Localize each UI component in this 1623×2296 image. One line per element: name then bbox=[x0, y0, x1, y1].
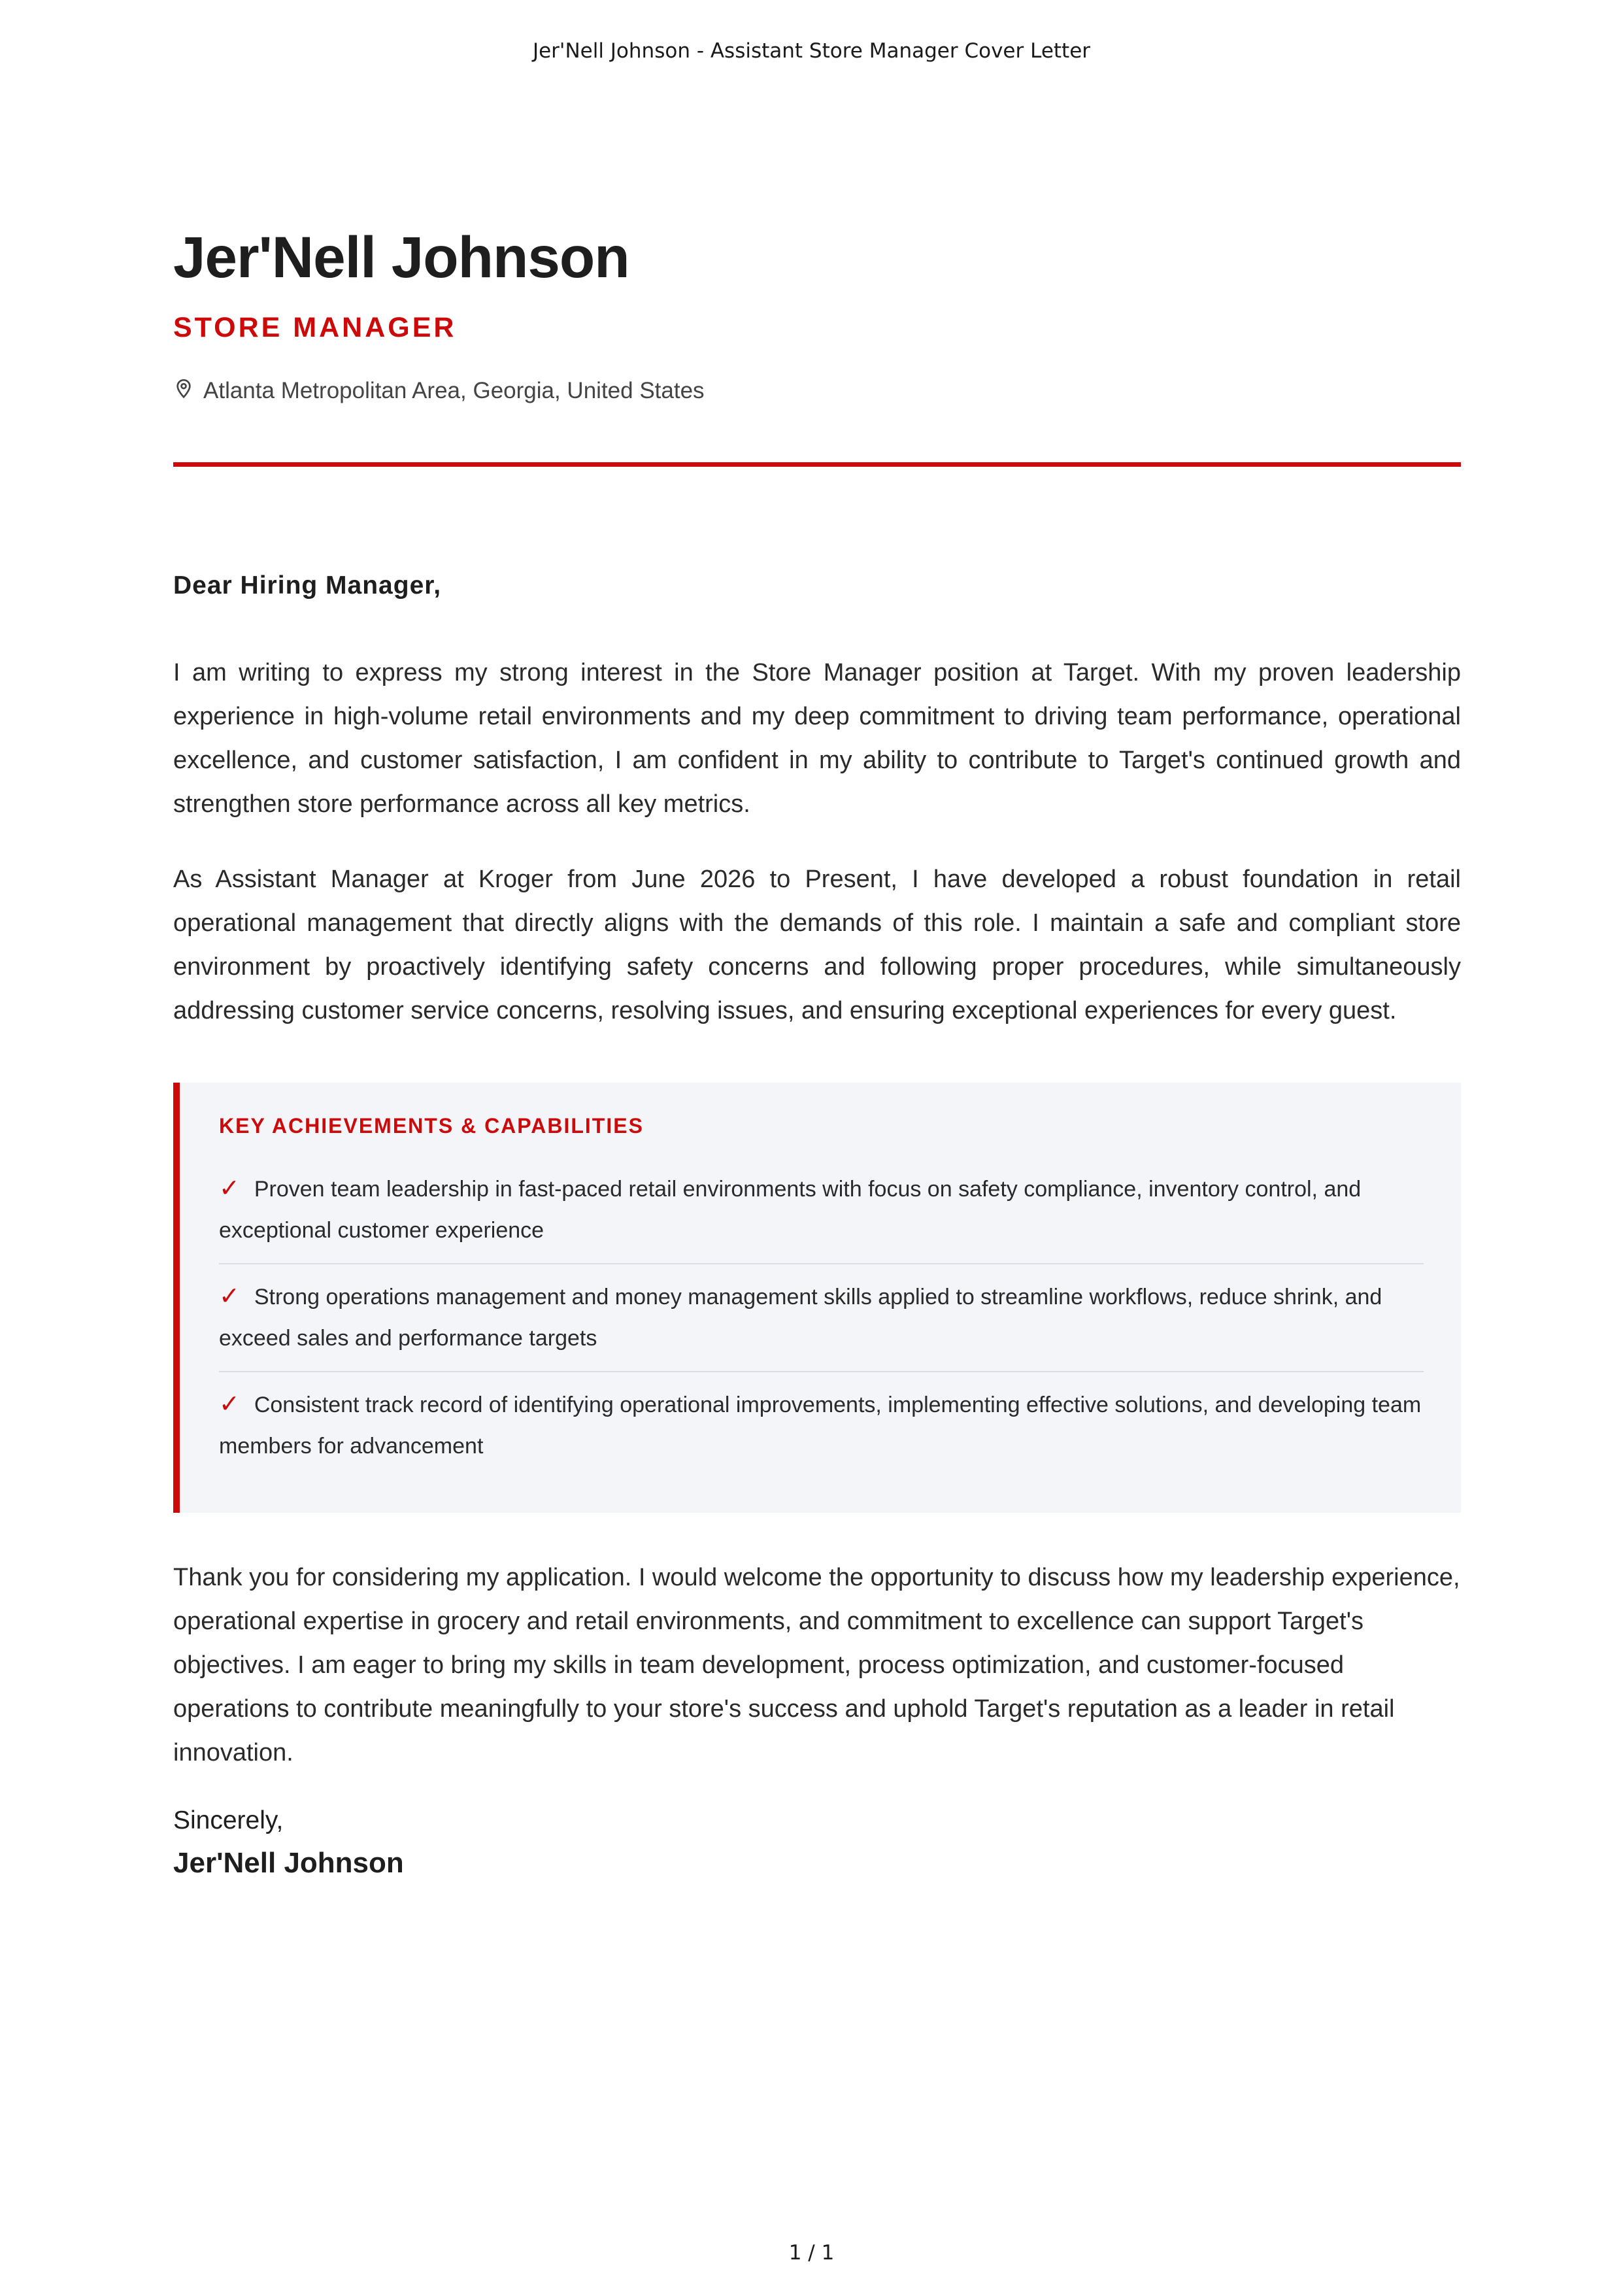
page-number: 1 / 1 bbox=[788, 2241, 835, 2265]
checkmark-icon: ✓ bbox=[219, 1174, 240, 1202]
achievements-list bbox=[219, 1166, 1424, 1479]
body-paragraph: As Assistant Manager at Kroger from June 2026 to Present, I have developed a robust foundation in retail operational management that directly aligns with the demands of this role. I maintain a safe and compliant store environment by proactively identifying safety concerns and following proper procedures, while simultaneously addressing customer service concerns, resolving issues, and ensuring exceptional experiences for every guest. bbox=[173, 865, 1461, 1024]
body-paragraph: Thank you for considering my application. I would welcome the opportunity to discuss how my leadership experience, operational expertise in grocery and retail environments, and commitment to excellence can support Target's objectives. I am eager to bring my skills in team development, process optimization, and customer-focused operations to contribute meaningfully to your store's success and uphold Target's reputation as a leader in retail innovation. bbox=[173, 1563, 1460, 1766]
achievements-title: KEY ACHIEVEMENTS & CAPABILITIES bbox=[219, 1113, 644, 1138]
checkmark-icon: ✓ bbox=[219, 1282, 240, 1310]
achievement-item bbox=[219, 1371, 1424, 1479]
achievement-item bbox=[219, 1263, 1424, 1371]
location-text: Atlanta Metropolitan Area, Georgia, United States bbox=[203, 378, 705, 404]
closing: Sincerely, bbox=[173, 1806, 284, 1834]
body-paragraph: I am writing to express my strong interest in the Store Manager position at Target. With my proven leadership experience in high-volume retail environments and my deep commitment to driving team performance, operational excellence, and customer satisfaction, I am confident in my ability to contribute to Target's continued growth and strengthen store performance across all key metrics. bbox=[173, 658, 1461, 818]
job-title: STORE MANAGER bbox=[173, 311, 457, 343]
cover-letter bbox=[173, 222, 1461, 1880]
applicant-name: Jer'Nell Johnson bbox=[173, 224, 629, 290]
achievement-text: Consistent track record of identifying operational improvements, implementing effective solutions, and developing team members for advancement bbox=[219, 1392, 1422, 1459]
achievement-text: Strong operations management and money management skills applied to streamline workflows, reduce shrink, and exceed sales and performance targets bbox=[219, 1284, 1382, 1351]
achievement-text: Proven team leadership in fast-paced retail environments with focus on safety compliance, inventory control, and exceptional customer experience bbox=[219, 1176, 1362, 1243]
salutation: Dear Hiring Manager, bbox=[173, 571, 442, 599]
checkmark-icon: ✓ bbox=[219, 1390, 240, 1418]
print-header: Jer'Nell Johnson - Assistant Store Manager Cover Letter bbox=[532, 39, 1091, 63]
achievement-item bbox=[219, 1166, 1424, 1263]
header-divider bbox=[173, 462, 1461, 467]
map-pin-icon bbox=[173, 378, 194, 405]
location bbox=[173, 378, 1461, 405]
achievements-panel bbox=[173, 1083, 1461, 1513]
signature: Jer'Nell Johnson bbox=[173, 1846, 404, 1879]
